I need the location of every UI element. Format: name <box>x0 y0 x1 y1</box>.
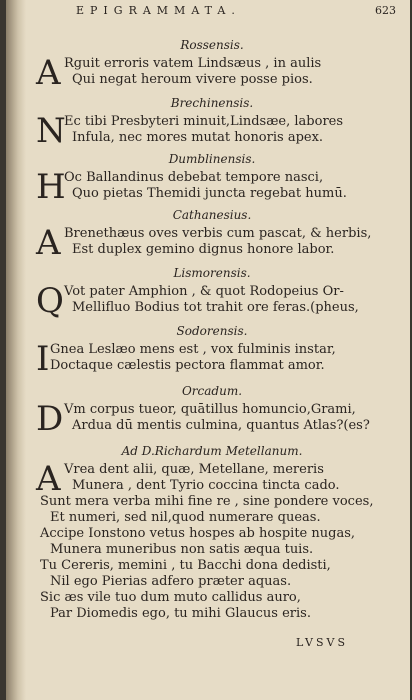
verse-line: Vm corpus tueor, quātillus homuncio,Grami, <box>64 402 356 417</box>
verse-line: Munera muneribus non satis æqua tuis. <box>50 542 314 557</box>
drop-initial: A <box>36 223 61 263</box>
drop-initial: Q <box>36 281 64 321</box>
section-heading: Dumblinensis. <box>168 152 256 166</box>
running-header <box>76 4 396 24</box>
verse-line: Tu Cereris, memini , tu Bacchi dona dedisti, <box>40 558 331 573</box>
drop-initial: I <box>36 339 50 379</box>
verse-line: Vrea dent alii, quæ, Metellane, mereris <box>64 462 324 477</box>
verse-line: Rguit erroris vatem Lindsæus , in aulis <box>64 56 322 71</box>
verse-line: Munera , dent Tyrio coccina tincta cado. <box>72 478 340 493</box>
verse-line: Nil ego Pierias adfero præter aquas. <box>50 574 292 589</box>
page-number: 623 <box>375 4 396 17</box>
verse-line: Ardua dū mentis culmina, quantus Atlas?(es? <box>72 418 370 433</box>
verse-line: Par Diomedis ego, tu mihi Glaucus eris. <box>50 606 311 621</box>
drop-initial: A <box>36 53 61 93</box>
verse-line: Quo pietas Themidi juncta regebat humū. <box>72 186 347 201</box>
verse-line: Infula, nec mores mutat honoris apex. <box>72 130 324 145</box>
section-heading: Cathanesius. <box>172 208 252 222</box>
drop-initial: N <box>36 111 66 151</box>
section-heading: Rossensis. <box>180 38 244 52</box>
section-heading: Ad D.Richardum Metellanum. <box>121 444 303 458</box>
verse-line: Gnea Leslæo mens est , vox fulminis instar, <box>50 342 336 357</box>
verse-line: Mellifluo Bodius tot trahit ore feras.(pheus, <box>72 300 359 315</box>
running-title: EPIGRAMMATA. <box>76 4 241 17</box>
section-heading: Sodorensis. <box>176 324 248 338</box>
verse-line: Oc Ballandinus debebat tempore nasci, <box>64 170 324 185</box>
verse-line: Doctaque cælestis pectora flammat amor. <box>50 358 325 373</box>
verse-line: Sunt mera verba mihi fine re , sine pondere voces, <box>40 494 374 509</box>
drop-initial: D <box>36 399 64 439</box>
book-page <box>6 0 410 700</box>
drop-initial: A <box>36 459 61 499</box>
verse-line: Vot pater Amphion , & quot Rodopeius Or- <box>64 284 344 299</box>
verse-line: Accipe Ionstono vetus hospes ab hospite nugas, <box>40 526 355 541</box>
verse-line: Et numeri, sed nil,quod numerare queas. <box>50 510 321 525</box>
catchword: LVSVS <box>296 636 348 649</box>
verse-line: Sic æs vile tuo dum muto callidus auro, <box>40 590 301 605</box>
section-heading: Orcadum. <box>181 384 243 398</box>
drop-initial: H <box>36 167 66 207</box>
verse-line: Brenethæus oves verbis cum pascat, & herbis, <box>64 226 372 241</box>
section-heading: Lismorensis. <box>173 266 251 280</box>
verse-line: Est duplex gemino dignus honore labor. <box>72 242 335 257</box>
section-heading: Brechinensis. <box>170 96 254 110</box>
verse-line: Qui negat heroum vivere posse pios. <box>72 72 313 87</box>
verse-line: Ec tibi Presbyteri minuit,Lindsæe, labores <box>64 114 344 129</box>
